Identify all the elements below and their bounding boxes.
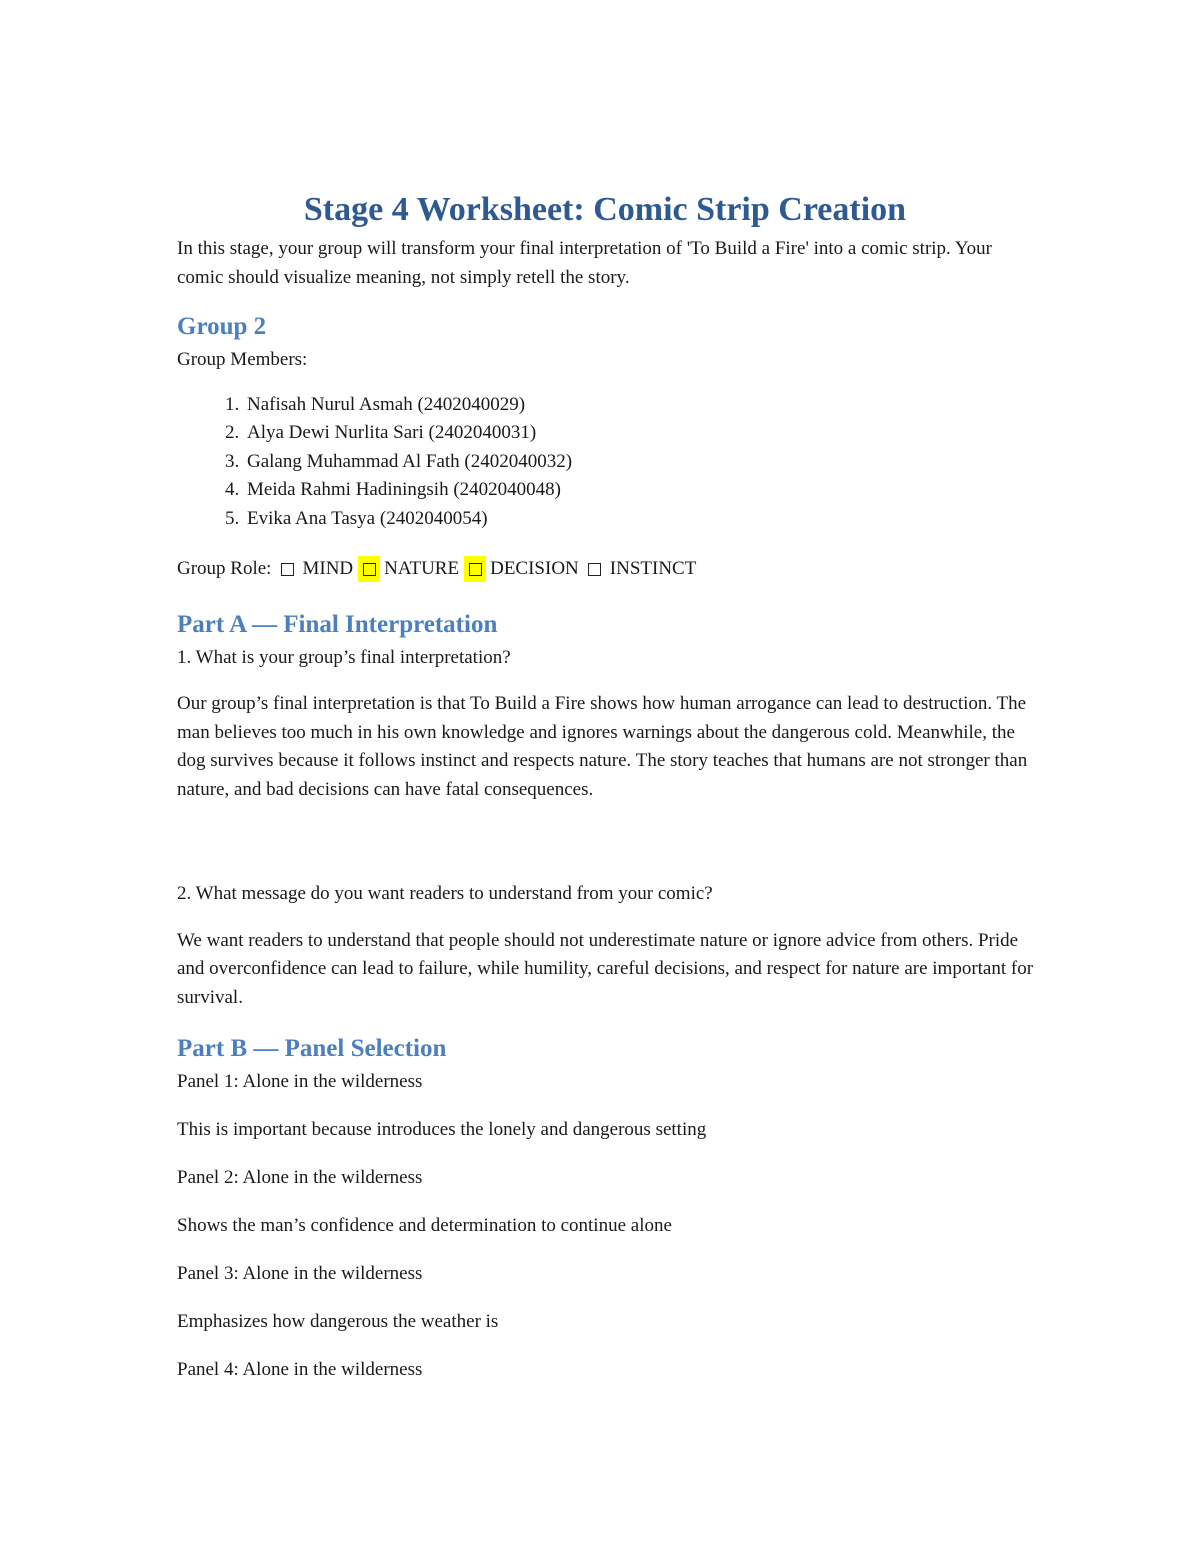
group-role-label: Group Role: [177, 558, 272, 580]
member-item [177, 505, 1037, 534]
role-checkbox-mind[interactable] [276, 556, 298, 582]
panel-1-reason: This is important because introduces the lonely and dangerous setting [177, 1119, 707, 1141]
members-list [177, 391, 1037, 534]
member-number: 2. [225, 422, 240, 444]
role-checkbox-nature[interactable] [358, 556, 380, 582]
role-label-decision: DECISION [490, 558, 579, 580]
part-b-heading: Part B — Panel Selection [177, 1035, 447, 1063]
role-label-nature: NATURE [384, 558, 460, 580]
member-name: Alya Dewi Nurlita Sari (2402040031) [247, 422, 537, 444]
checkbox-icon [469, 563, 482, 576]
member-name: Nafisah Nurul Asmah (2402040029) [247, 393, 526, 415]
answer-2: We want readers to understand that people should not underestimate nature or ignore advice from others. Pride and overconfidence can lead to failure, while humility, careful decisions, and respect for nature are important for survival. [177, 929, 1034, 1008]
question-1: 1. What is your group’s final interpretation? [177, 646, 511, 668]
member-number: 4. [225, 479, 240, 501]
member-item [177, 419, 1037, 448]
panel-2-title: Panel 2: Alone in the wilderness [177, 1167, 423, 1189]
member-number: 3. [225, 450, 240, 472]
group-heading: Group 2 [177, 313, 267, 341]
role-label-instinct: INSTINCT [609, 558, 697, 580]
members-label: Group Members: [177, 349, 308, 371]
checkbox-icon [281, 563, 294, 576]
checkbox-icon [363, 563, 376, 576]
document-page [177, 190, 1037, 1404]
panel-3-reason: Emphasizes how dangerous the weather is [177, 1311, 499, 1333]
member-name: Galang Muhammad Al Fath (2402040032) [247, 450, 573, 472]
panel-1-title: Panel 1: Alone in the wilderness [177, 1071, 423, 1093]
member-number: 5. [225, 507, 240, 529]
spacer [177, 822, 1037, 880]
group-role-row [177, 555, 1037, 584]
answer-1: Our group’s final interpretation is that To Build a Fire shows how human arrogance can lead to destruction. The man believes too much in his own knowledge and ignores warnings about the dangerous cold. Meanwhile, the dog survives because it follows instinct and respects nature. The story teaches that humans are not stronger than nature, and bad decisions can have fatal consequences. [177, 693, 1028, 800]
member-number: 1. [225, 393, 240, 415]
member-item [177, 448, 1037, 477]
panel-2-reason: Shows the man’s confidence and determination to continue alone [177, 1215, 672, 1237]
part-a-heading: Part A — Final Interpretation [177, 610, 498, 638]
panel-3-title: Panel 3: Alone in the wilderness [177, 1263, 423, 1285]
member-name: Evika Ana Tasya (2402040054) [247, 507, 488, 529]
member-item [177, 391, 1037, 420]
checkbox-icon [588, 563, 601, 576]
role-checkbox-decision[interactable] [464, 556, 486, 582]
page-title: Stage 4 Worksheet: Comic Strip Creation [303, 191, 907, 228]
member-item [177, 476, 1037, 505]
role-checkbox-instinct[interactable] [584, 556, 606, 582]
question-2: 2. What message do you want readers to understand from your comic? [177, 883, 713, 905]
role-label-mind: MIND [302, 558, 354, 580]
intro-paragraph: In this stage, your group will transform your final interpretation of 'To Build a Fire' into a comic strip. Your comic should visualize meaning, not simply retell the story. [177, 238, 992, 288]
member-name: Meida Rahmi Hadiningsih (2402040048) [247, 479, 561, 501]
panel-4-title: Panel 4: Alone in the wilderness [177, 1359, 423, 1381]
